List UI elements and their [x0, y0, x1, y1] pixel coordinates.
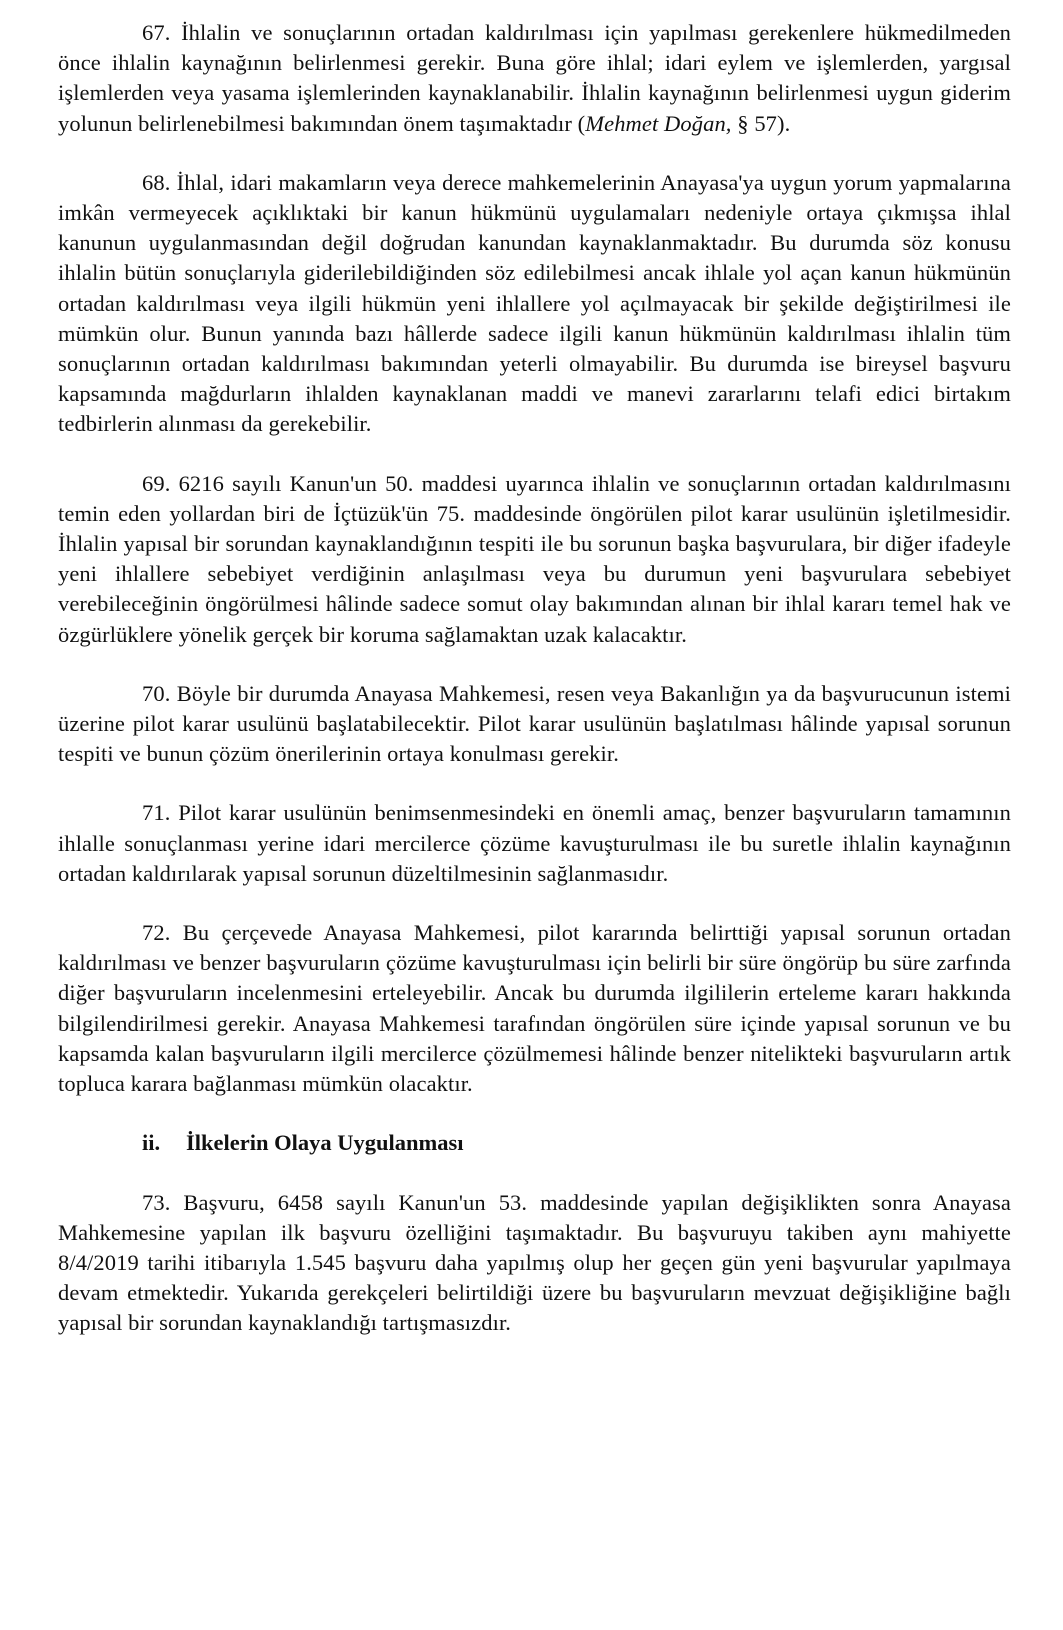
section-heading: [58, 1128, 1011, 1158]
paragraph-number: 69.: [142, 470, 171, 496]
paragraph-70: [58, 679, 1011, 770]
paragraph-number: 73.: [142, 1189, 171, 1215]
section-heading-title: İlkelerin Olaya Uygulanması: [186, 1130, 464, 1156]
paragraph-67: [58, 18, 1011, 139]
paragraph-73: [58, 1188, 1011, 1339]
paragraph-71: [58, 798, 1011, 889]
paragraph-number: 67.: [142, 20, 171, 45]
citation-section: § 57).: [731, 110, 791, 136]
paragraph-69: [58, 469, 1011, 650]
paragraph-number: 68.: [142, 169, 171, 195]
paragraph-text: Başvuru, 6458 sayılı Kanun'un 53. maddesinde yapılan değişiklikten sonra Anayasa Mahkemesine yapılan ilk başvuru özelliğini taşımaktadır. Bu başvuruyu takiben aynı mahiyette 8/4/2019 tarihi itibarıyla 1.545 başvuru daha yapılmış olup her geçen gün yeni başvurular yapılmaya devam etmektedir. Yukarıda gerekçeleri belirtildiği üzere bu başvuruların mevzuat değişikliğine bağlı yapısal bir sorundan kaynaklandığı tartışmasızdır.: [58, 1189, 1011, 1336]
paragraph-72: [58, 918, 1011, 1099]
paragraph-number: 71.: [142, 800, 171, 826]
paragraph-text: İhlalin ve sonuçlarının ortadan kaldırılması için yapılması gerekenlere hükmedilmeden önce ihlalin kaynağının belirlenmesi gerekir. Buna göre ihlal; idari eylem ve işlemlerden, yargısal işlemlerden veya yasama işlemlerinden kaynaklanabilir. İhlalin kaynağının belirlenmesi uygun giderim yolunun belirlenebilmesi bakımından önem taşımaktadır (: [58, 20, 1011, 136]
paragraph-68: [58, 168, 1011, 440]
paragraph-text: İhlal, idari makamların veya derece mahkemelerinin Anayasa'ya uygun yorum yapmalarına imkân vermeyecek açıklıktaki bir kanun hükmünü uygulamaları nedeniyle ortaya çıkmışsa ihlal kanunun uygulanmasından değil doğrudan kanundan kaynaklanmaktadır. Bu durumda söz konusu ihlalin bütün sonuçlarıyla giderilebildiğinden söz edilebilmesi ancak ihlale yol açan kanun hükmünün ortadan kaldırılması veya ilgili hükmün yeni ihlallere yol açılmayacak bir şekilde değiştirilmesi ile mümkün olur. Bunun yanında bazı hâllerde sadece ilgili kanun hükmünün kaldırılması ihlalin tüm sonuçlarının ortadan kaldırılması bakımından yeterli olmayabilir. Bu durumda ise bireysel başvuru kapsamında mağdurların ihlalden kaynaklanan maddi ve manevi zararlarını telafi edici birtakım tedbirlerin alınması da gerekebilir.: [58, 169, 1011, 437]
paragraph-text: Pilot karar usulünün benimsenmesindeki en önemli amaç, benzer başvuruların tamamının ihlalle sonuçlanması yerine idari mercilerce çözüme kavuşturulması ile bu suretle ihlalin kaynağının ortadan kaldırılarak yapısal sorunun düzeltilmesinin sağlanmasıdır.: [58, 800, 1011, 886]
section-heading-number: ii.: [142, 1130, 161, 1156]
paragraph-number: 72.: [142, 920, 171, 946]
paragraph-text: 6216 sayılı Kanun'un 50. maddesi uyarınca ihlalin ve sonuçlarının ortadan kaldırılmasını temin eden yollardan biri de İçtüzük'ün 75. maddesinde öngörülen pilot karar usulünün işletilmesidir. İhlalin yapısal bir sorundan kaynaklandığının tespiti ile bu sorunun başka başvurulara, bir diğer ifadeyle yeni ihlallere sebebiyet verdiğinin anlaşılması veya bu durumun yeni başvurulara sebebiyet verebileceğinin öngörülmesi hâlinde sadece somut olay bakımından alınan bir ihlal kararı temel hak ve özgürlüklere yönelik gerçek bir koruma sağlamaktan uzak kalacaktır.: [58, 470, 1011, 647]
paragraph-text: Bu çerçevede Anayasa Mahkemesi, pilot kararında belirttiği yapısal sorunun ortadan kaldırılması ve benzer başvuruların çözüme kavuşturulması için belirli bir süre öngörüp bu süre zarfında diğer başvuruların incelenmesini erteleyebilir. Ancak bu durumda ilgililerin erteleme kararı hakkında bilgilendirilmesi gerekir. Anayasa Mahkemesi tarafından öngörülen süre içinde yapısal sorunun ve bu kapsamda kalan başvuruların ilgili mercilerce çözülmemesi hâlinde benzer nitelikteki başvuruların artık topluca karara bağlanması mümkün olacaktır.: [58, 920, 1011, 1097]
paragraph-text: Böyle bir durumda Anayasa Mahkemesi, resen veya Bakanlığın ya da başvurucunun istemi üzerine pilot karar usulünü başlatabilecektir. Pilot karar usulünün başlatılması hâlinde yapısal sorunun tespiti ve bunun çözüm önerilerinin ortaya konulması gerekir.: [58, 680, 1011, 767]
case-citation: Mehmet Doğan,: [585, 110, 732, 136]
paragraph-number: 70.: [142, 680, 171, 706]
